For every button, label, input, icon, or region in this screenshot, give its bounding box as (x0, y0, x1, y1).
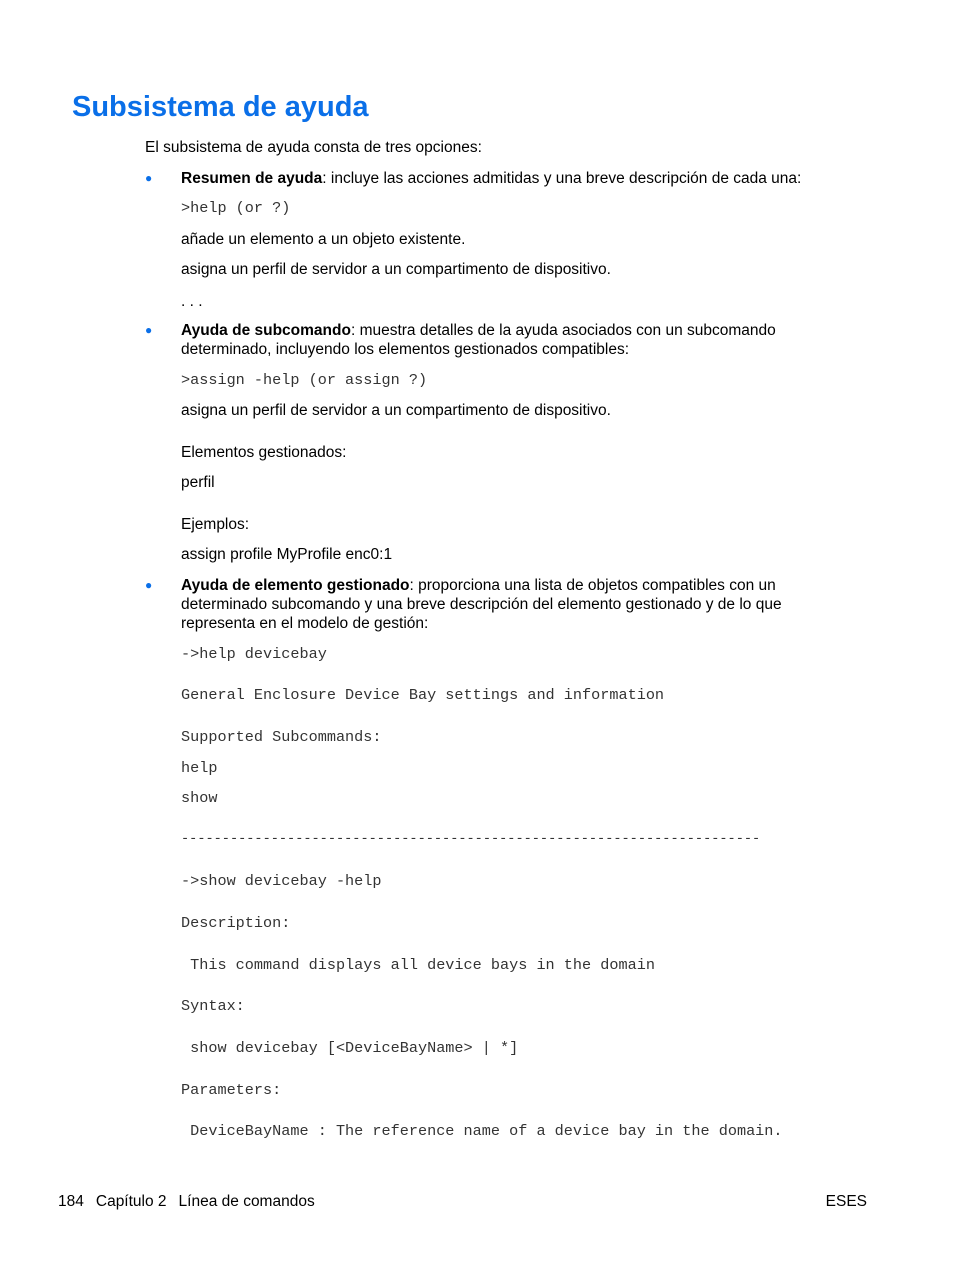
section1-line2: asigna un perfil de servidor a un compartimento de dispositivo. (181, 261, 611, 278)
code-line: Supported Subcommands: (181, 728, 382, 746)
page-title: Subsistema de ayuda (72, 91, 369, 123)
page-number: 184 (58, 1193, 84, 1210)
code-line: General Enclosure Device Bay settings and information (181, 686, 665, 704)
section3-term: Ayuda de elemento gestionado (181, 577, 410, 594)
section1-heading (181, 169, 801, 188)
section2-desc-line2: determinado, incluyendo los elementos gestionados compatibles: (181, 341, 630, 358)
footer-right: ESES (825, 1193, 867, 1210)
section2-managed-value: perfil (181, 474, 215, 491)
bullet-icon: ● (145, 171, 153, 185)
section2-examples-label: Ejemplos: (181, 516, 250, 533)
section1-line1: añade un elemento a un objeto existente. (181, 231, 466, 248)
section2-line1: asigna un perfil de servidor a un compartimento de dispositivo. (181, 402, 611, 419)
section2-heading (181, 321, 776, 340)
section3-desc-line1: : proporciona una lista de objetos compatibles con un (409, 577, 776, 594)
section2-managed-label: Elementos gestionados: (181, 444, 347, 461)
section3-heading (181, 576, 776, 595)
section1-term: Resumen de ayuda (181, 170, 323, 187)
code-line: Syntax: (181, 997, 245, 1015)
section2-desc-line1: : muestra detalles de la ayuda asociados con un subcomando (350, 322, 776, 339)
code-line: DeviceBayName : The reference name of a device bay in the domain. (181, 1122, 783, 1140)
bullet-icon: ● (145, 323, 153, 337)
code-line: show devicebay [<DeviceBayName> | *] (181, 1039, 519, 1057)
intro-text: El subsistema de ayuda consta de tres opciones: (145, 139, 482, 156)
section1-ellipsis: . . . (181, 293, 203, 310)
section3-desc-line2: determinado subcomando y una breve descripción del elemento gestionado y de lo que (181, 596, 782, 613)
code-line: ->show devicebay -help (181, 872, 382, 890)
code-line: show (181, 789, 218, 807)
section2-example: assign profile MyProfile enc0:1 (181, 546, 393, 563)
footer-chapter: Capítulo 2 (95, 1193, 167, 1210)
code-line: Description: (181, 914, 291, 932)
section3-desc-line3: representa en el modelo de gestión: (181, 615, 429, 632)
footer-left (58, 1192, 315, 1211)
code-line: Parameters: (181, 1081, 282, 1099)
section2-term: Ayuda de subcomando (181, 322, 351, 339)
code-line: This command displays all device bays in the domain (181, 956, 655, 974)
code-line: ->help devicebay (181, 645, 327, 663)
bullet-icon: ● (145, 578, 153, 592)
code-line: help (181, 759, 218, 777)
section2-code: >assign -help (or assign ?) (181, 371, 428, 389)
section1-desc: : incluye las acciones admitidas y una breve descripción de cada una: (322, 170, 802, 187)
footer-chapter-title: Línea de comandos (178, 1193, 315, 1210)
section1-code: >help (or ?) (181, 199, 291, 217)
code-divider: ----------------------------------------------------------------------- (181, 832, 761, 847)
